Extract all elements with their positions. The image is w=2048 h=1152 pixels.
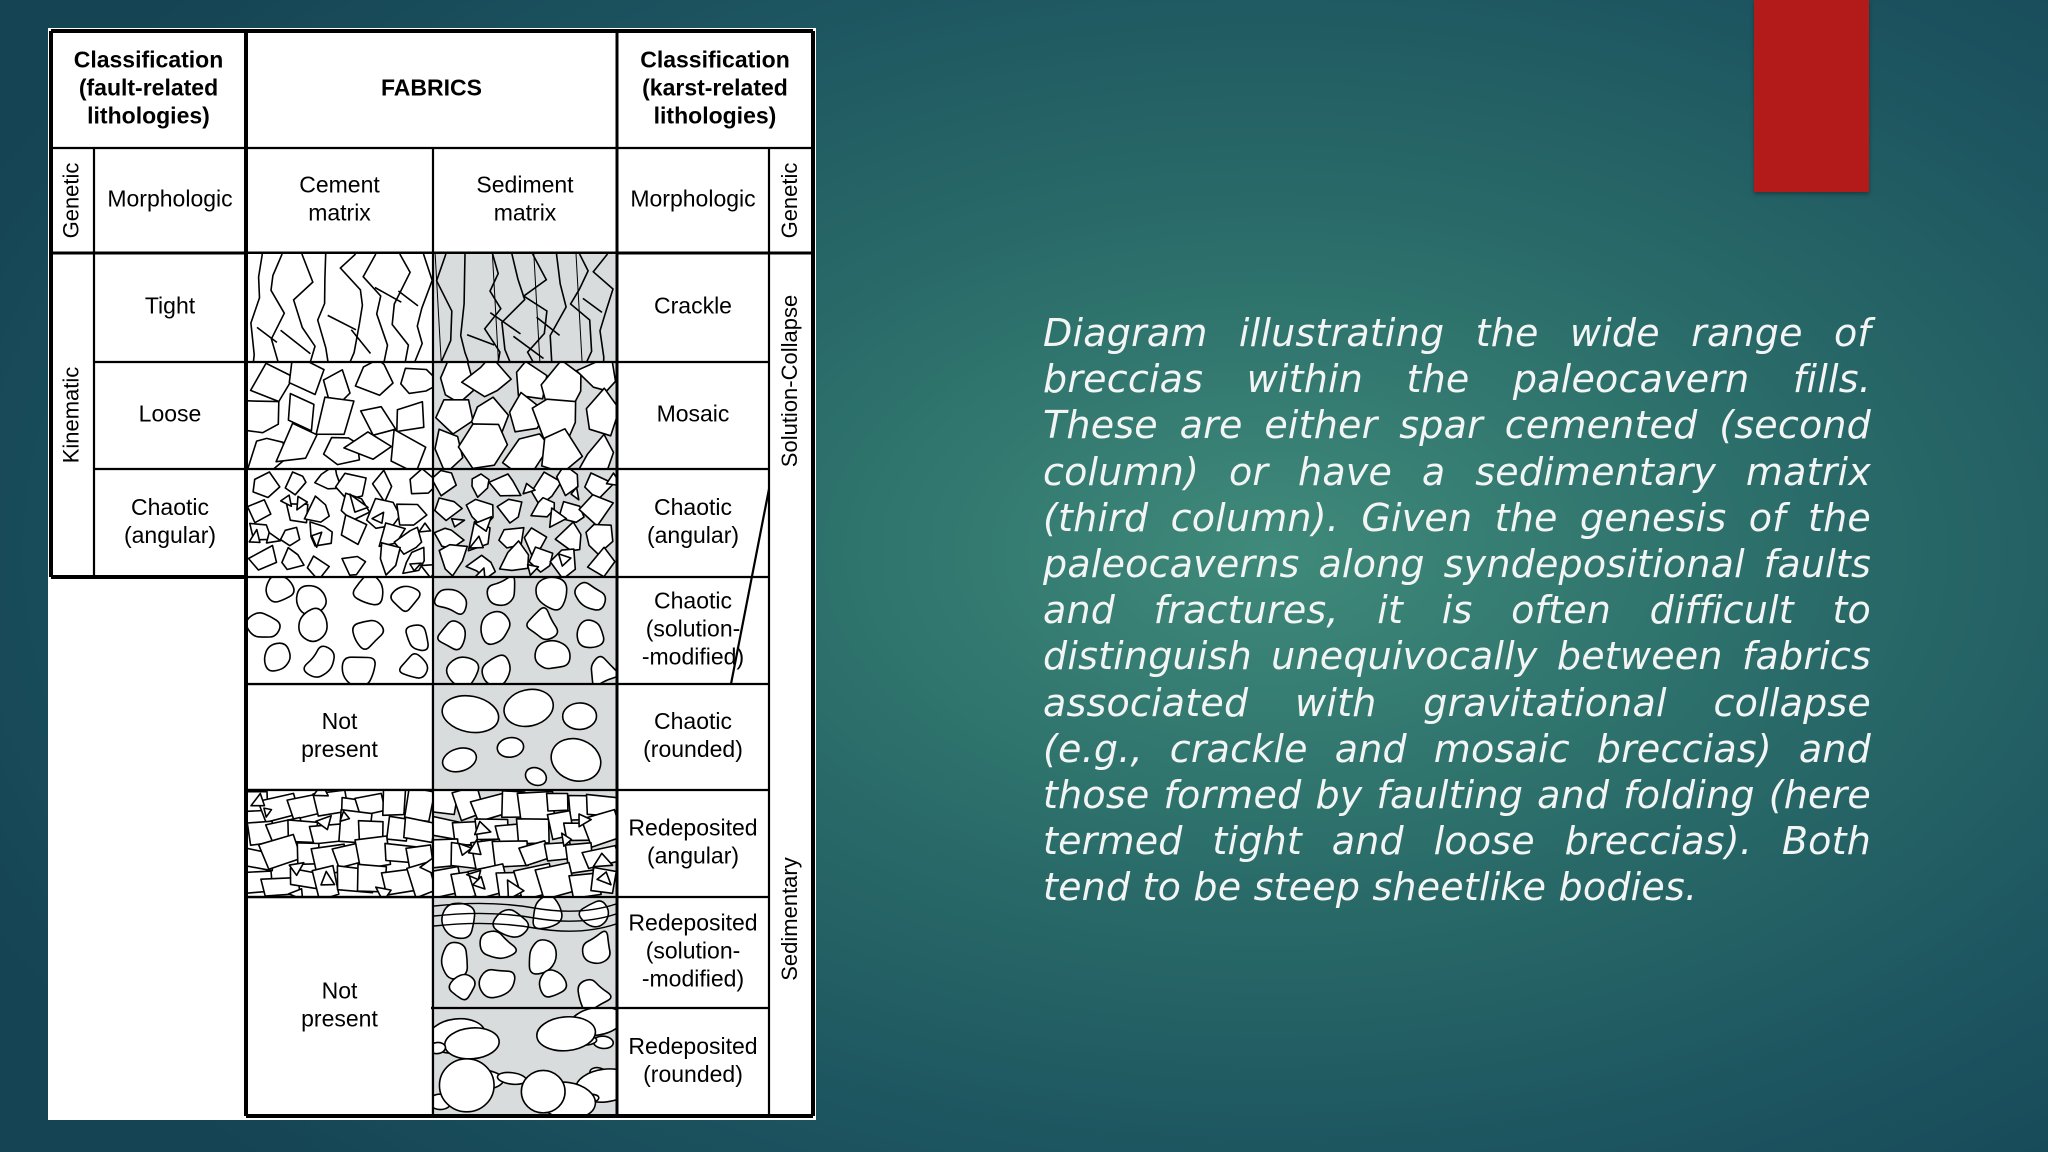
- sediment-matrix-rounded-clast-fabric: [434, 685, 616, 789]
- morphologic-right-label: Morphologic: [630, 185, 756, 212]
- karst-morphologic-label-3-group: [642, 588, 744, 670]
- sediment-matrix-label: Sediment matrix: [476, 171, 574, 226]
- karst-morphologic-label-4: Chaotic (rounded): [643, 708, 743, 763]
- sediment-matrix-redeposited-angular-fabric: [423, 784, 623, 900]
- fault-morphologic-label-1-group: [139, 401, 202, 427]
- karst-morphologic-label-2: Chaotic (angular): [646, 494, 740, 549]
- sedimentary-label: Sedimentary: [776, 857, 802, 981]
- karst-morphologic-label-6: Redeposited (solution--modified): [628, 909, 758, 992]
- cement-matrix-label: Cement matrix: [299, 171, 380, 226]
- fault-morphologic-label-1: Loose: [138, 400, 202, 427]
- karst-morphologic-label-5: Redeposited (angular): [628, 814, 758, 869]
- solution-collapse-label-group: [777, 295, 802, 467]
- sediment-matrix-redeposited-solution-modified-fabric: [434, 895, 616, 1011]
- sedimentary-label-group: [777, 857, 802, 981]
- karst-morphologic-label-0-group: [654, 293, 732, 319]
- kinematic-label-group: [58, 367, 83, 464]
- cement-matrix-chaotic-angular-fabric: [247, 465, 441, 580]
- karst-morphologic-label-3: Chaotic (solution--modified): [641, 587, 745, 670]
- genetic-right-label: Genetic: [776, 162, 802, 239]
- karst-morphologic-label-7-group: [628, 1033, 757, 1087]
- kinematic-label: Kinematic: [58, 366, 84, 464]
- karst-morphologic-label-1-group: [657, 401, 730, 427]
- fabrics-header-group: [381, 75, 482, 101]
- breccia-classification-figure: [48, 28, 816, 1120]
- sediment-matrix-redeposited-rounded-fabric: [425, 1003, 636, 1120]
- sediment-matrix-mosaic-fabric: [434, 351, 619, 479]
- fault-morphologic-label-2-group: [124, 494, 216, 548]
- fabrics-header: FABRICS: [381, 74, 482, 101]
- karst-morphologic-label-4-group: [643, 708, 743, 762]
- karst-morphologic-label-0: Crackle: [654, 292, 732, 319]
- karst-classification-header-group: [640, 47, 790, 129]
- fault-morphologic-label-0: Tight: [144, 292, 196, 319]
- breccia-classification-diagram: [48, 28, 816, 1120]
- karst-classification-header: Classification (karst-related lithologies): [640, 46, 790, 129]
- fault-morphologic-label-2: Chaotic (angular): [123, 494, 217, 549]
- sediment-matrix-solution-modified-fabric: [434, 576, 618, 687]
- fault-morphologic-label-0-group: [145, 293, 196, 319]
- genetic-left-label-group: [58, 163, 83, 239]
- cement-matrix-redeposited-angular-fabric: [241, 784, 436, 902]
- morphologic-left-label-group: [107, 186, 232, 212]
- karst-morphologic-label-5-group: [628, 815, 757, 869]
- fault-classification-header-group: [74, 47, 224, 129]
- genetic-right-label-group: [777, 163, 802, 239]
- sediment-matrix-chaotic-angular-fabric: [432, 465, 622, 579]
- karst-morphologic-label-6-group: [628, 910, 757, 992]
- cement-matrix-label-group: [299, 172, 380, 226]
- accent-bar: [1754, 0, 1869, 192]
- karst-morphologic-label-1: Mosaic: [656, 400, 730, 427]
- karst-morphologic-label-7: Redeposited (rounded): [628, 1033, 758, 1088]
- cement-matrix-solution-modified-fabric: [246, 574, 432, 686]
- genetic-left-label: Genetic: [58, 162, 84, 239]
- solution-collapse-label: Solution-Collapse: [776, 294, 802, 468]
- cement-matrix-mosaic-fabric: [245, 354, 441, 473]
- karst-morphologic-label-2-group: [647, 494, 739, 548]
- figure-caption: Diagram illustrating the wide range of breccias within the paleocavern fills. These are either spar cemented (second column) or have a sedimentary matrix (third column). Given the genesis of the paleocaverns along syndepositional faults and fractures, it is often difficult to distinguish unequivocally between fabrics associated with gravitational collapse (e.g., crackle and mosaic breccias) and those formed by faulting and folding (here termed tight and loose breccias). Both tend to be steep sheetlike bodies.: [1043, 311, 1871, 910]
- morphologic-left-label: Morphologic: [107, 185, 233, 212]
- fault-classification-header: Classification (fault-related lithologies): [73, 46, 224, 129]
- not-present-label-1: Not present: [301, 708, 378, 763]
- morphologic-right-label-group: [630, 186, 755, 212]
- not-present-label-2: Not present: [301, 977, 378, 1032]
- sediment-matrix-label-group: [476, 172, 574, 226]
